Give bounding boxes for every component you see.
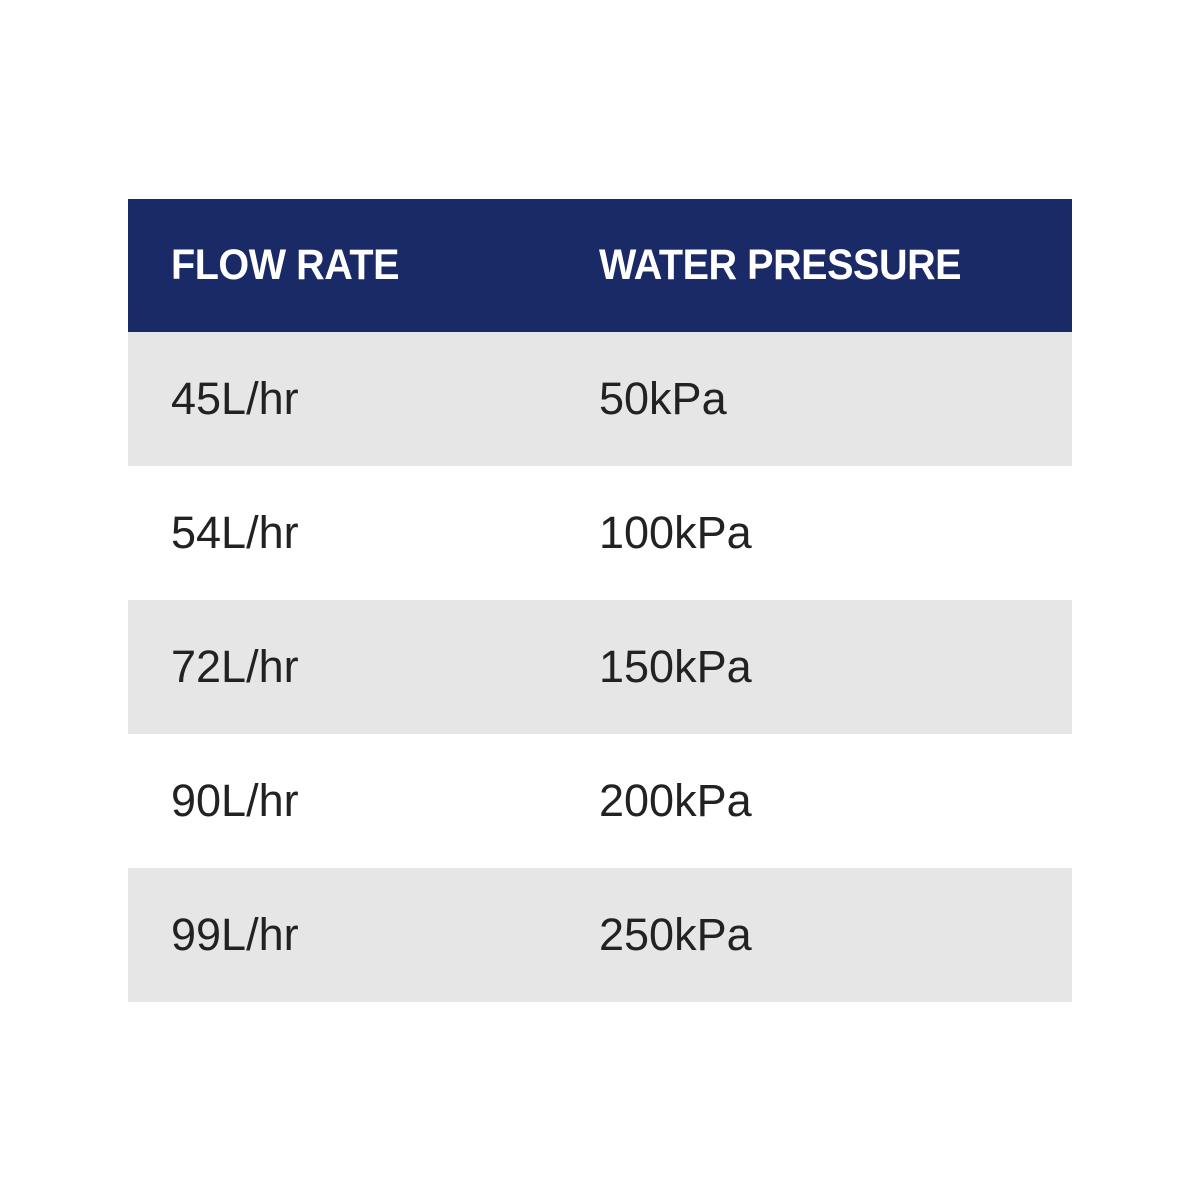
table-row [128, 332, 1072, 466]
table-row [128, 600, 1072, 734]
water-pressure-cell: 50kPa [599, 373, 727, 424]
table-header-row [128, 199, 1072, 332]
table-row [128, 466, 1072, 600]
header-water-pressure: WATER PRESSURE [599, 241, 962, 289]
flow-rate-cell: 45L/hr [171, 373, 299, 424]
table-row [128, 868, 1072, 1002]
header-flow-rate: FLOW RATE [171, 241, 400, 289]
flow-pressure-table [128, 199, 1072, 1002]
flow-rate-cell: 72L/hr [171, 641, 299, 692]
water-pressure-cell: 250kPa [599, 909, 752, 960]
water-pressure-cell: 200kPa [599, 775, 752, 826]
water-pressure-cell: 150kPa [599, 641, 752, 692]
table-row [128, 734, 1072, 868]
flow-rate-cell: 99L/hr [171, 909, 299, 960]
water-pressure-cell: 100kPa [599, 507, 752, 558]
flow-rate-cell: 90L/hr [171, 775, 299, 826]
flow-rate-cell: 54L/hr [171, 507, 299, 558]
